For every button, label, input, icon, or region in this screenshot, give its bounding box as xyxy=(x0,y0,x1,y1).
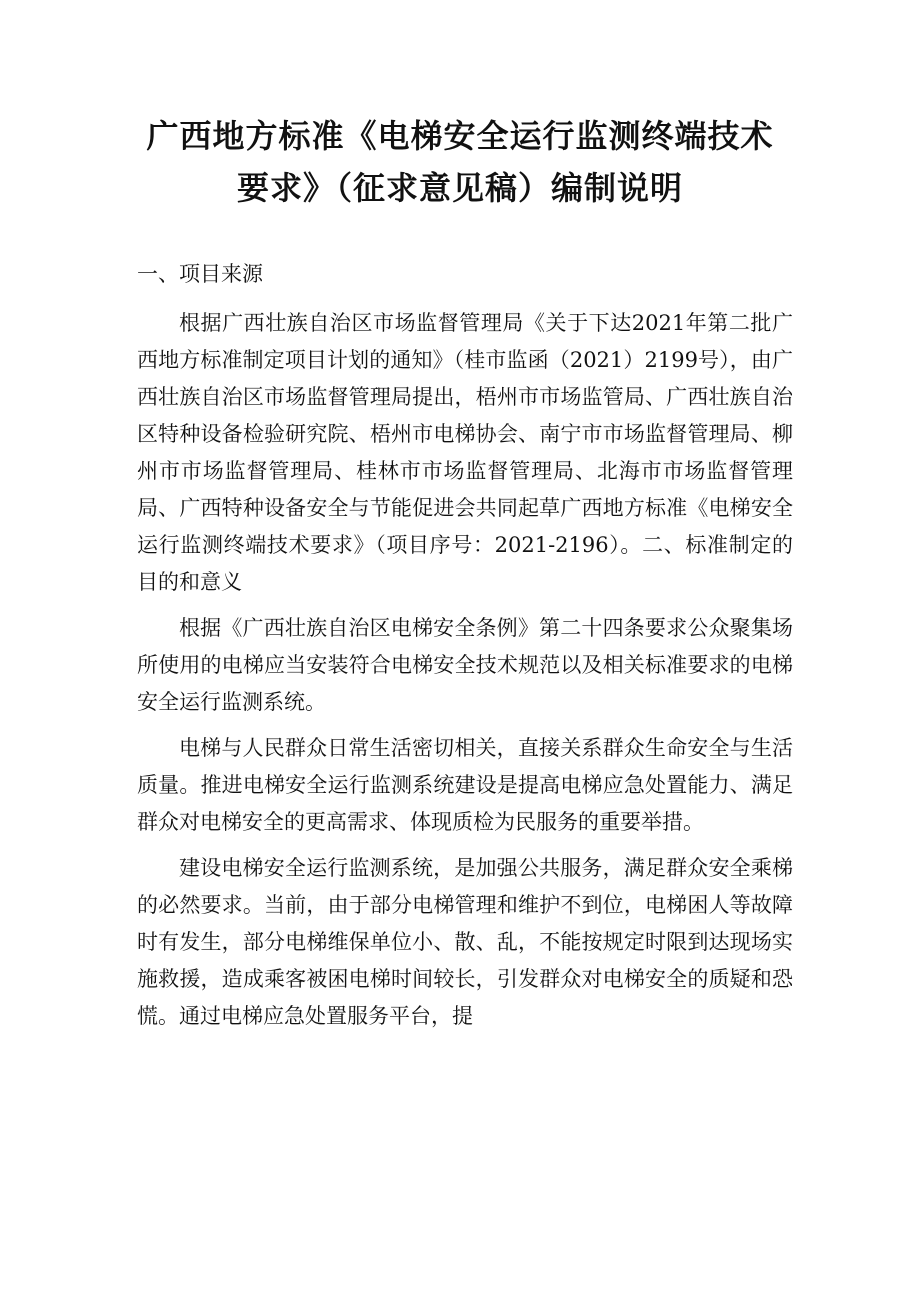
paragraph-4: 建设电梯安全运行监测系统，是加强公共服务，满足群众安全乘梯的必然要求。当前，由于部分电梯管理和维护不到位，电梯困人等故障时有发生，部分电梯维保单位小、散、乱，不能按规定时限到达现场实施救援，造成乘客被困电梯时间较长，引发群众对电梯安全的质疑和恐慌。通过电梯应急处置服务平台，提 xyxy=(137,856,793,1028)
document-body xyxy=(137,256,793,1044)
title-line-1: 广西地方标准《电梯安全运行监测终端技术 xyxy=(146,117,774,155)
paragraph-2: 根据《广西壮族自治区电梯安全条例》第二十四条要求公众聚集场所使用的电梯应当安装符合电梯安全技术规范以及相关标准要求的电梯安全运行监测系统。 xyxy=(137,616,793,714)
paragraph-1: 根据广西壮族自治区市场监督管理局《关于下达2021年第二批广西地方标准制定项目计划的通知》（桂市监函（2021）2199号），由广西壮族自治区市场监督管理局提出，梧州市市场监管局、广西壮族自治区特种设备检验研究院、梧州市电梯协会、南宁市市场监督管理局、柳州市市场监督管理局、桂林市市场监督管理局、北海市市场监督管理局、广西特种设备安全与节能促进会共同起草广西地方标准《电梯安全运行监测终端技术要求》（项目序号：2021-2196）。二、标准制定的目的和意义 xyxy=(137,311,793,594)
section-heading-project-source: 一、项目来源 xyxy=(137,262,263,286)
title-line-2: 要求》（征求意见稿）编制说明 xyxy=(236,169,683,207)
paragraph-3: 电梯与人民群众日常生活密切相关，直接关系群众生命安全与生活质量。推进电梯安全运行监测系统建设是提高电梯应急处置能力、满足群众对电梯安全的更高需求、体现质检为民服务的重要举措。 xyxy=(137,736,793,834)
document-title xyxy=(100,110,820,214)
